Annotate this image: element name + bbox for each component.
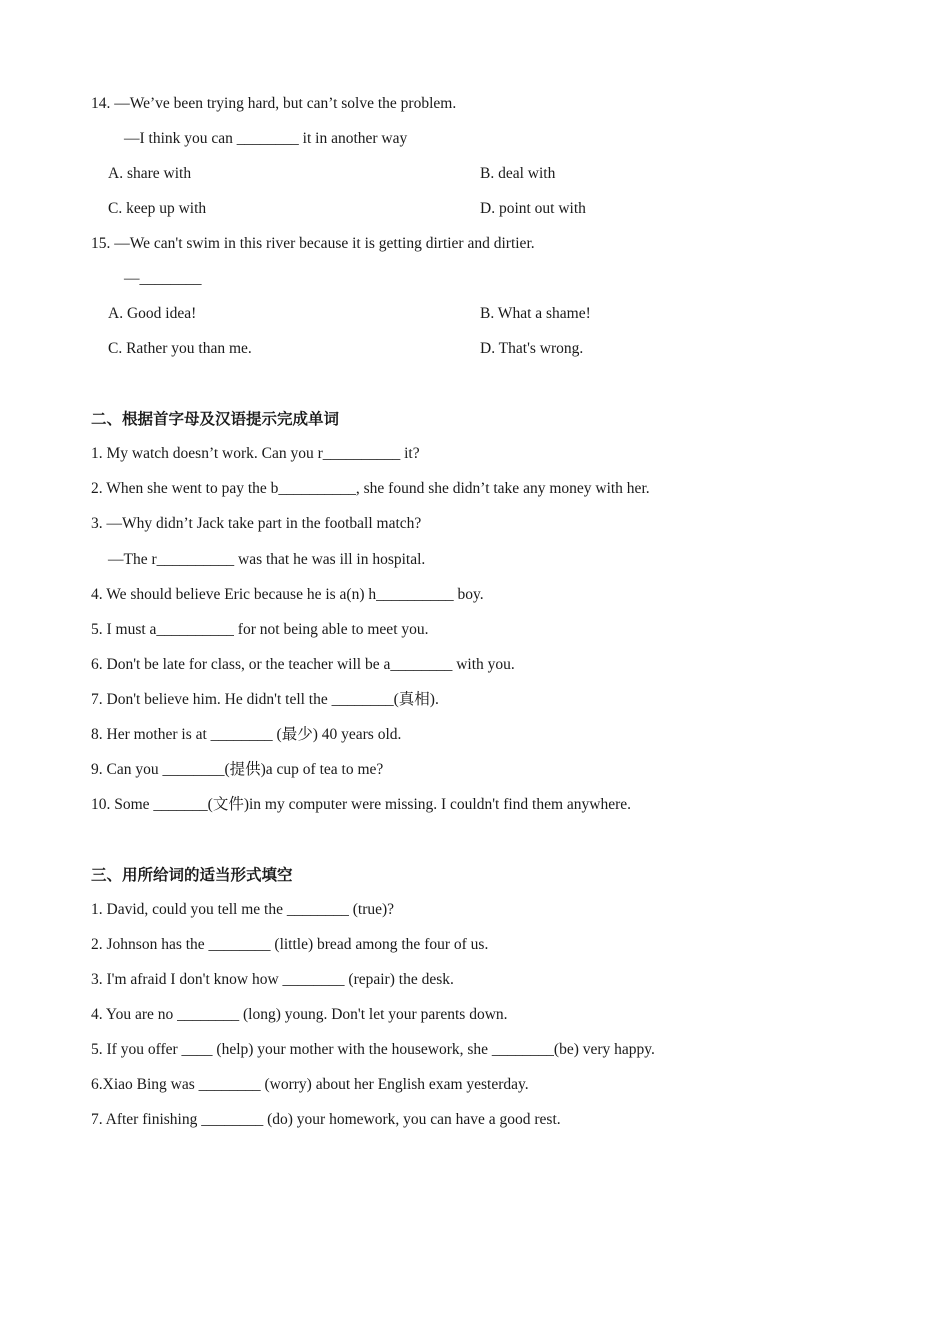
section2-item: 2. When she went to pay the b__________, she found she didn’t take any money with her. (91, 480, 650, 497)
section2-item: 9. Can you ________(提供)a cup of tea to me? (91, 761, 384, 778)
section3-item: 2. Johnson has the ________ (little) bread among the four of us. (91, 936, 489, 953)
section2-item: 7. Don't believe him. He didn't tell the ________(真相). (91, 691, 439, 708)
q14-option-d: D. point out with (480, 200, 586, 217)
q14-reply: —I think you can ________ it in another way (124, 130, 408, 147)
q14-option-c: C. keep up with (108, 200, 207, 217)
q15-option-a: A. Good idea! (108, 305, 197, 322)
section3-title: 三、用所给词的适当形式填空 (91, 866, 293, 884)
q15-stem: 15. —We can't swim in this river because it is getting dirtier and dirtier. (91, 235, 535, 252)
section2-item: 4. We should believe Eric because he is a(n) h__________ boy. (91, 586, 484, 603)
section2-item: 10. Some _______(文件)in my computer were missing. I couldn't find them anywhere. (91, 796, 632, 813)
section2-item: 5. I must a__________ for not being able to meet you. (91, 621, 429, 638)
section3-item: 4. You are no ________ (long) young. Don't let your parents down. (91, 1006, 508, 1023)
section3-item: 6.Xiao Bing was ________ (worry) about her English exam yesterday. (91, 1076, 529, 1093)
section2-item: 6. Don't be late for class, or the teacher will be a________ with you. (91, 656, 515, 673)
q15-option-d: D. That's wrong. (480, 340, 584, 357)
q15-reply: —________ (124, 270, 202, 287)
section2-item: 1. My watch doesn’t work. Can you r__________ it? (91, 445, 420, 462)
section2-item: —The r__________ was that he was ill in hospital. (108, 551, 426, 568)
section2-title: 二、根据首字母及汉语提示完成单词 (91, 410, 340, 428)
q15-option-c: C. Rather you than me. (108, 340, 252, 357)
q14-stem: 14. —We’ve been trying hard, but can’t solve the problem. (91, 95, 457, 112)
section3-item: 5. If you offer ____ (help) your mother with the housework, she ________(be) very happy. (91, 1041, 655, 1058)
section2-item: 3. —Why didn’t Jack take part in the football match? (91, 515, 422, 532)
q15-option-b: B. What a shame! (480, 305, 591, 322)
section2-item: 8. Her mother is at ________ (最少) 40 years old. (91, 726, 402, 743)
q14-option-b: B. deal with (480, 165, 556, 182)
section3-item: 3. I'm afraid I don't know how ________ (repair) the desk. (91, 971, 454, 988)
section3-item: 1. David, could you tell me the ________ (true)? (91, 901, 395, 918)
q14-option-a: A. share with (108, 165, 192, 182)
section3-item: 7. After finishing ________ (do) your homework, you can have a good rest. (91, 1111, 561, 1128)
